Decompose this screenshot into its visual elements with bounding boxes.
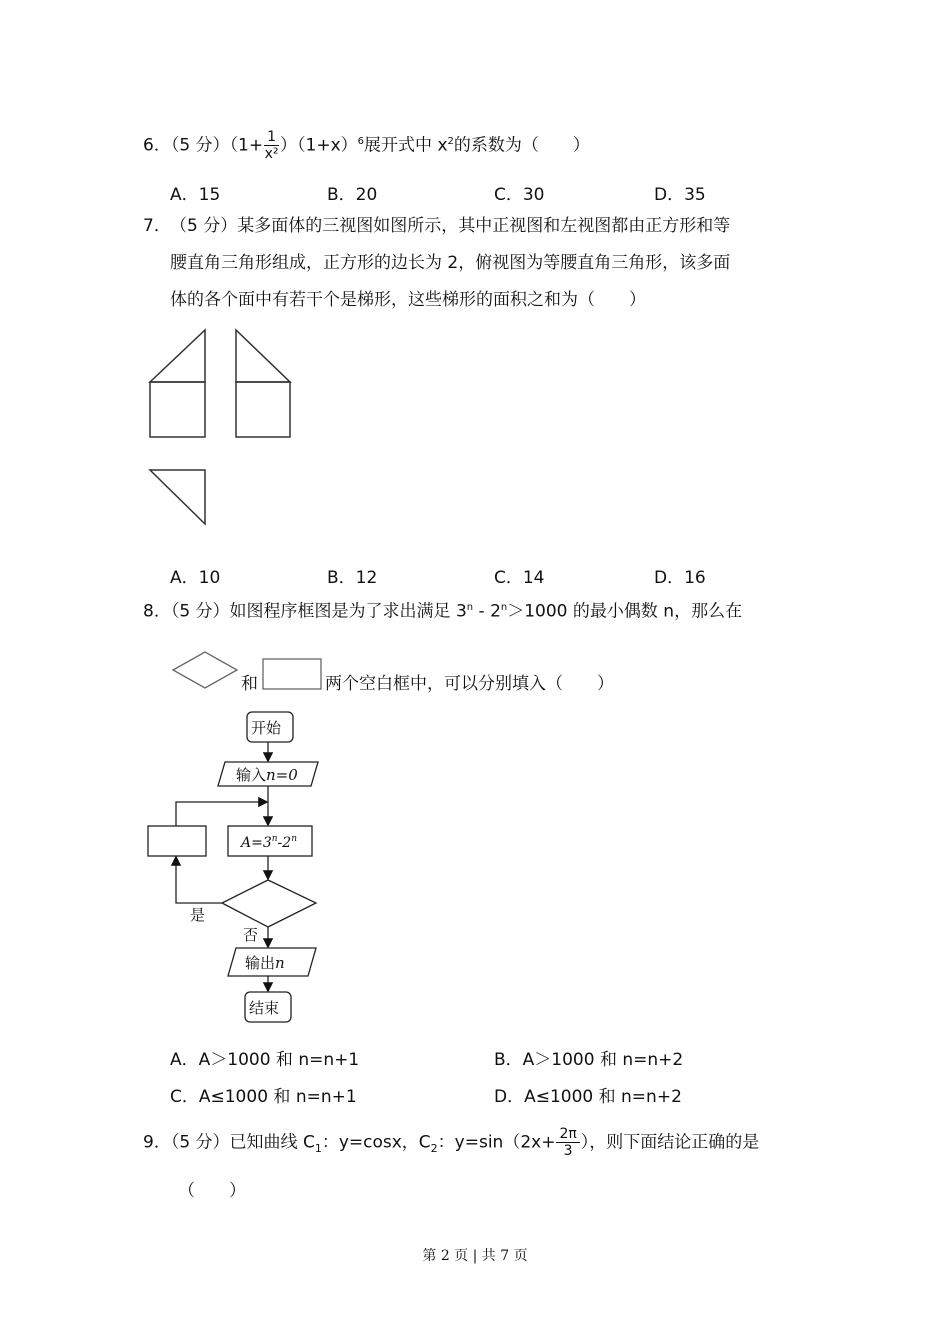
start-label: 开始 [251, 719, 282, 737]
end-label: 结束 [249, 999, 280, 1017]
side-view-triangle [236, 330, 290, 382]
front-view-triangle [150, 330, 205, 382]
option-b: B．12 [327, 568, 378, 588]
option-a: A．10 [170, 568, 221, 588]
and-text: 和 [241, 674, 258, 694]
option-b: B．A＞1000 和 n=n+2 [494, 1050, 684, 1070]
option-b: B．20 [327, 185, 378, 205]
fraction: $\frac{1}{\text{x²}}$ [264, 129, 279, 162]
option-d: D．35 [654, 185, 706, 205]
option-c: C．14 [494, 568, 545, 588]
three-view-diagram [150, 330, 290, 524]
input-label: 输入n=0 [236, 766, 298, 784]
process-label: $A=3^n-2^n$ [241, 834, 297, 851]
option-d: D．16 [654, 568, 706, 588]
page-footer: 第 2 页 | 共 7 页 [422, 1248, 528, 1264]
option-c: C．30 [494, 185, 545, 205]
flowchart [148, 712, 318, 1022]
answer-paren: （ ） [178, 1181, 246, 1201]
yes-label: 是 [190, 906, 206, 924]
output-label: 输出n [245, 954, 285, 972]
question-8: 8．（5 分）如图程序框图是为了求出满足 $3^n - 2^n>1000$ 的最小偶数 n，那么在 [143, 601, 743, 622]
question-7-line: 体的各个面中有若干个是梯形，这些梯形的面积之和为（ ） [170, 290, 646, 310]
fraction: $\frac{2\pi}{3}$ [556, 1126, 579, 1159]
front-view-square [150, 382, 205, 437]
option-a: A．15 [170, 185, 221, 205]
blank-diamond-icon [173, 652, 237, 688]
question-9: 9．（5 分）已知曲线 $C_1$：y=cosx，$C_2$：y=sin（2x+ $\frac{2\pi}{3}$ ），则下面结论正确的是 [143, 1126, 760, 1159]
decision-node [222, 880, 316, 927]
blank-process-node [148, 826, 206, 856]
option-a: A．A＞1000 和 n=n+1 [170, 1050, 360, 1070]
option-c: C．A≤1000 和 n=n+1 [170, 1087, 357, 1107]
top-view-triangle [150, 470, 205, 524]
question-7-line: （5 分）某多面体的三视图如图所示，其中正视图和左视图都由正方形和等 [170, 216, 731, 236]
option-d: D．A≤1000 和 n=n+2 [494, 1087, 682, 1107]
question-8-line2: 两个空白框中，可以分别填入（ ） [325, 674, 614, 694]
question-6: 6．（5 分）（1+ $\frac{1}{\text{x²}}$ ）$(1+x)^6$展开式中 $x^2$的系数为（ ） [143, 129, 590, 162]
no-label: 否 [243, 926, 259, 944]
question-7-num: 7． [143, 216, 171, 236]
blank-rect-icon [263, 659, 321, 689]
question-7-line: 腰直角三角形组成，正方形的边长为 2，俯视图为等腰直角三角形，该多面 [170, 253, 731, 273]
side-view-square [236, 382, 290, 437]
